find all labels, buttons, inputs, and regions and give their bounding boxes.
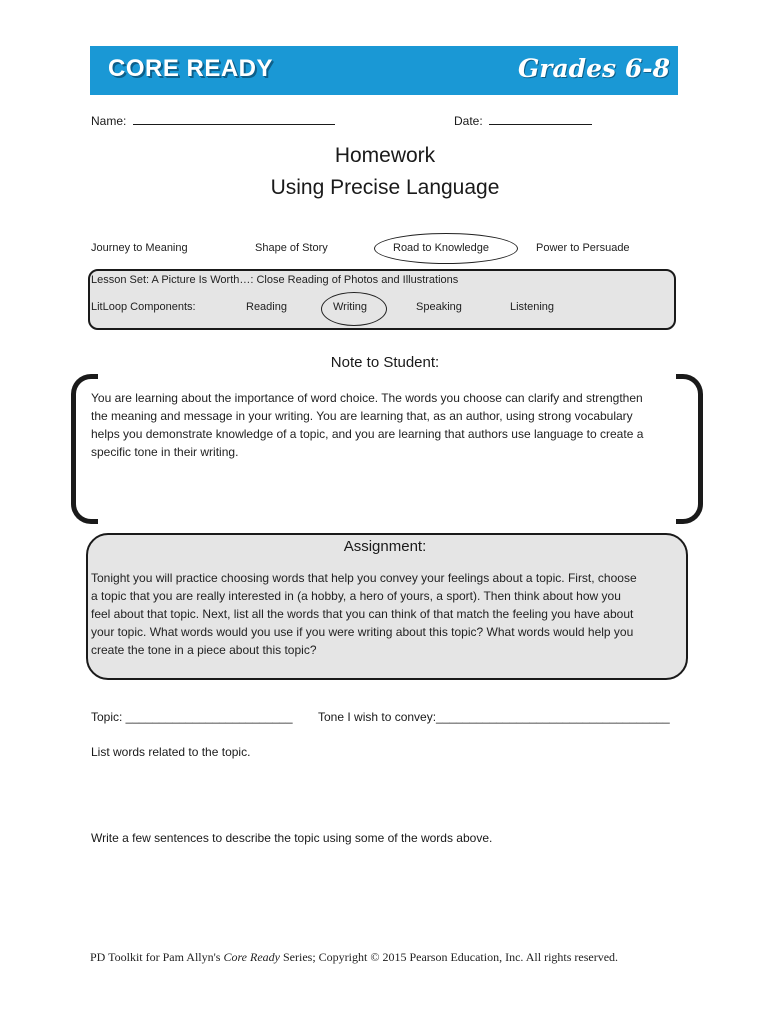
page-subtitle: Using Precise Language — [270, 176, 500, 199]
name-label: Name: — [91, 114, 127, 128]
grades-label: Grades 6-8 — [517, 54, 670, 83]
core-ready-banner — [90, 46, 678, 95]
selection-circle — [321, 292, 387, 326]
footer-prefix: PD Toolkit for Pam Allyn's — [90, 950, 224, 964]
assignment-line: create the tone in a piece about this topic? — [91, 643, 317, 657]
journey-item: Power to Persuade — [536, 242, 630, 254]
name-line[interactable] — [133, 111, 335, 125]
brand-logo: CORE READY — [108, 55, 274, 82]
assignment-line: a topic that you are really interested in (a hobby, a hero of yours, a sport). Then think about how you — [91, 589, 621, 603]
page-title: Homework — [334, 144, 436, 167]
component-item: Reading — [246, 301, 287, 313]
list-words-prompt: List words related to the topic. — [91, 745, 251, 759]
journey-item: Journey to Meaning — [91, 242, 188, 254]
assignment-heading: Assignment: — [343, 538, 427, 555]
lesson-set-text: Lesson Set: A Picture Is Worth…: Close Reading of Photos and Illustrations — [91, 274, 459, 286]
footer-copyright — [90, 950, 618, 965]
note-line: You are learning about the importance of word choice. The words you choose can clarify and strengthen — [91, 391, 643, 405]
note-body — [91, 389, 691, 461]
date-field[interactable] — [454, 111, 592, 128]
tone-field[interactable]: Tone I wish to convey:___________________________________ — [318, 710, 670, 724]
journey-item-selected: Road to Knowledge — [393, 242, 490, 254]
component-item: Listening — [510, 301, 555, 313]
note-heading: Note to Student: — [330, 354, 440, 371]
note-line: specific tone in their writing. — [91, 445, 239, 459]
topic-field[interactable]: Topic: _________________________ — [91, 710, 293, 724]
footer-suffix: Series; Copyright © 2015 Pearson Education, Inc. All rights reserved. — [280, 950, 619, 964]
journey-item: Shape of Story — [255, 242, 328, 254]
assignment-line: your topic. What words would you use if you were writing about this topic? What words would help you — [91, 625, 634, 639]
note-line: helps you demonstrate knowledge of a topic, and you are learning that authors use language to create a — [91, 427, 644, 441]
name-field[interactable] — [91, 111, 335, 128]
note-line: the meaning and message in your writing. You are learning that, as an author, using strong vocabulary — [91, 409, 633, 423]
date-line[interactable] — [489, 111, 592, 125]
footer-series: Core Ready — [223, 950, 280, 964]
sentences-prompt: Write a few sentences to describe the topic using some of the words above. — [91, 831, 493, 845]
date-label: Date: — [454, 114, 483, 128]
assignment-line: feel about that topic. Next, list all the words that you can think of that match the feeling you have about — [91, 607, 634, 621]
selection-circle — [374, 233, 518, 264]
component-item-selected: Writing — [333, 301, 368, 313]
assignment-body — [91, 569, 681, 659]
litloop-label: LitLoop Components: — [91, 301, 196, 313]
component-item: Speaking — [416, 301, 462, 313]
assignment-line: Tonight you will practice choosing words that help you convey your feelings about a topic. First, choose — [91, 571, 637, 585]
